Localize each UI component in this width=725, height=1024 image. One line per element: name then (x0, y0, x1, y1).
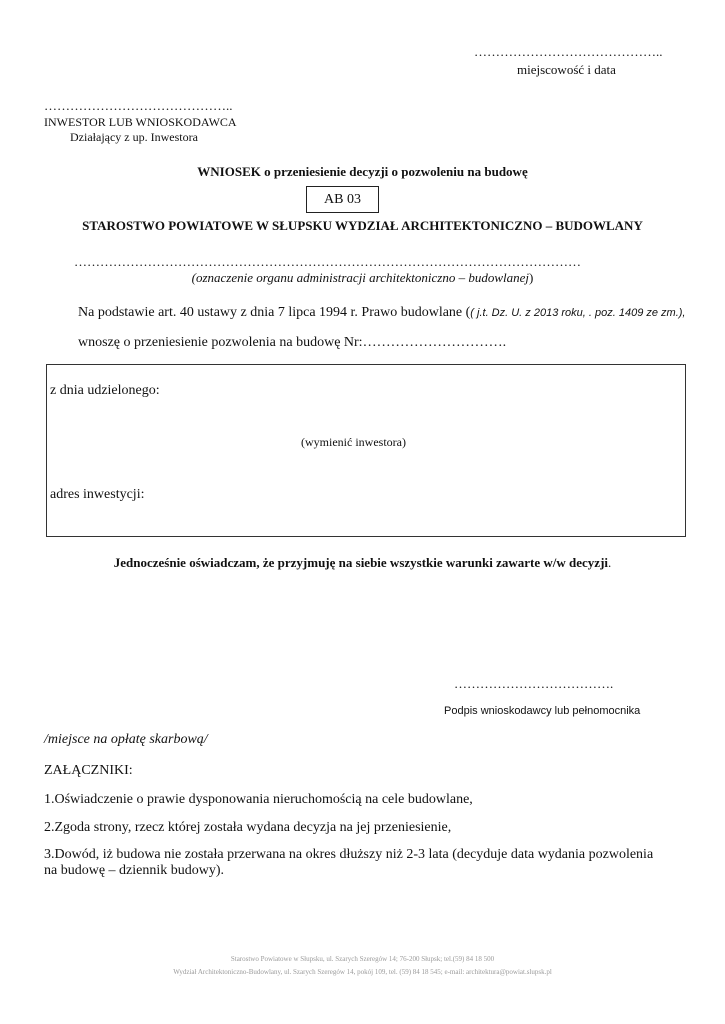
investor-dots: …………………………………….. (44, 98, 233, 113)
organ-label-close: ) (529, 270, 534, 285)
basis-paragraph (78, 305, 686, 321)
signature-dots: ………………………………. (454, 676, 614, 691)
basis-ref: ( j.t. Dz. U. z 2013 roku, . poz. 1409 ze zm.), (470, 307, 686, 319)
organ-label (0, 270, 725, 286)
place-date-label: miejscowość i data (517, 62, 616, 77)
investor-sub: Działający z up. Inwestora (70, 130, 198, 144)
basis-text: Na podstawie art. 40 ustawy z dnia 7 lipca 1994 r. Prawo budowlane ( (78, 305, 471, 320)
attachments-heading: ZAŁĄCZNIKI: (44, 763, 133, 778)
place-date-dots: …………………………………….. (474, 44, 663, 59)
signature-label: Podpis wnioskodawcy lub pełnomocnika (444, 705, 641, 717)
attachment-item-1: 1.Oświadczenie o prawie dysponowania nieruchomością na cele budowlane, (44, 792, 473, 807)
attachment-item-2: 2.Zgoda strony, rzecz której została wydana decyzja na jej przeniesienie, (44, 820, 452, 835)
request-text: wnoszę o przeniesienie pozwolenia na budowę Nr:…………………………. (78, 335, 507, 350)
organ-dots: ……………………………………………………………………………………………………… (74, 254, 581, 269)
investor-hint: (wymienić inwestora) (301, 435, 406, 449)
footer-line-2: Wydział Architektoniczno-Budowlany, ul. Szarych Szeregów 14, pokój 109, tel. (59) 84 18 545; e-mail: architektura@powiat.slupsk.pl (173, 968, 552, 976)
office-name: STAROSTWO POWIATOWE W SŁUPSKU WYDZIAŁ ARCHITEKTONICZNO – BUDOWLANY (82, 218, 643, 233)
declaration (0, 555, 725, 571)
investor-label: INWESTOR LUB WNIOSKODAWCA (44, 115, 237, 129)
form-title: WNIOSEK o przeniesienie decyzji o pozwoleniu na budowę (197, 164, 528, 179)
attachment-item-3-cont: na budowę – dziennik budowy). (44, 863, 225, 878)
fee-place: /miejsce na opłatę skarbową/ (44, 732, 208, 747)
attachment-item-3: 3.Dowód, iż budowa nie została przerwana na okres dłuższy niż 2-3 lata (decyduje data wydania pozwolenia (44, 847, 654, 862)
declaration-text: Jednocześnie oświadczam, że przyjmuję na siebie wszystkie warunki zawarte w/w decyzji (113, 555, 609, 570)
organ-label-text: (oznaczenie organu administracji architektoniczno – budowlanej (191, 270, 529, 285)
footer-line-1: Starostwo Powiatowe w Słupsku, ul. Szarych Szeregów 14; 76-200 Słupsk; tel.(59) 84 18 500 (230, 955, 495, 963)
declaration-end: . (608, 555, 612, 570)
date-label: z dnia udzielonego: (50, 383, 160, 398)
address-label: adres inwestycji: (50, 487, 145, 502)
form-code-box: AB 03 (306, 186, 379, 213)
